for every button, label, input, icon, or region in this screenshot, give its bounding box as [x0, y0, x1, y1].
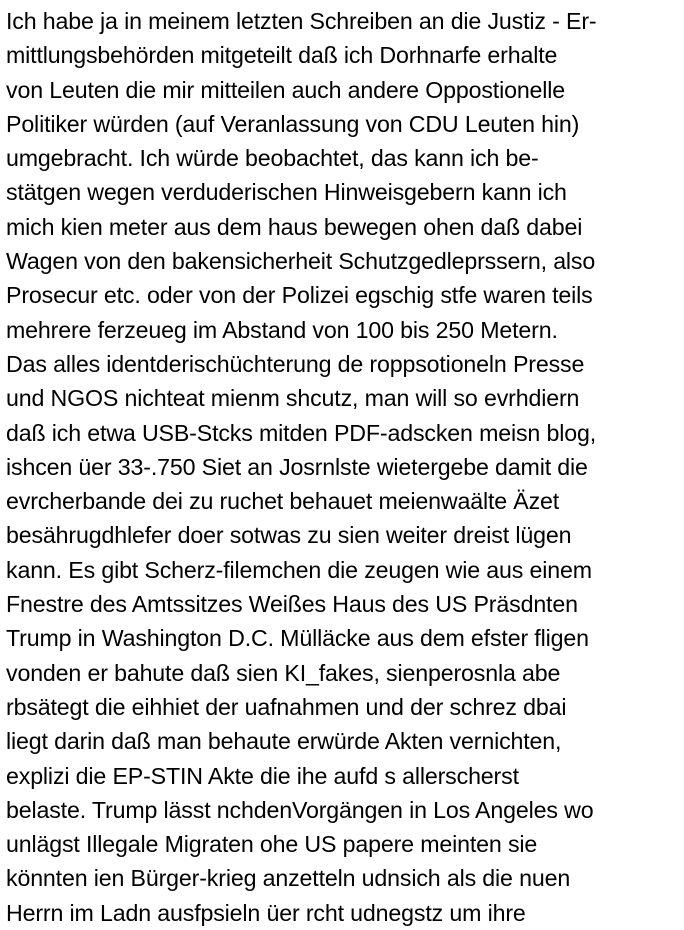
text-line-19: Trump in Washington D.C. Mülläcke aus dem efster fligen: [6, 625, 589, 652]
text-line-2: mittlungsbehörden mitgeteilt daß ich Dorhnarfe erhalte: [6, 42, 558, 69]
text-line-9: Prosecur etc. oder von der Polizei egschig stfe waren teils: [6, 282, 593, 309]
text-line-1: Ich habe ja in meinem letzten Schreiben an die Justiz - Er-: [6, 8, 597, 34]
text-line-14: ishcen üer 33-.750 Siet an Josrnlste wietergebe damit die: [6, 453, 588, 480]
text-line-17: kann. Es gibt Scherz-filemchen die zeugen wie aus einem: [6, 556, 592, 583]
text-line-4: Politiker würden (auf Veranlassung von CDU Leuten hin): [6, 110, 580, 137]
text-line-18: Fnestre des Amtssitzes Weißes Haus des US Präsdnten: [6, 591, 578, 618]
text-line-20: vonden er bahute daß sien KI_fakes, sienperosnla abe: [6, 659, 561, 686]
text-line-10: mehrere ferzeueg im Abstand von 100 bis 250 Metern.: [6, 316, 558, 343]
text-line-15: evrcherbande dei zu ruchet behauet meienwaälte Äzet: [6, 488, 560, 515]
text-line-7: mich kien meter aus dem haus bewegen ohen daß dabei: [6, 213, 583, 240]
text-line-22: liegt darin daß man behaute erwürde Akten vernichten,: [6, 728, 562, 755]
text-line-11: Das alles identderischüchterung de roppsotioneln Presse: [6, 350, 585, 377]
text-line-24: belaste. Trump lässt nchdenVorgängen in Los Angeles wo: [6, 796, 594, 823]
text-line-5: umgebracht. Ich würde beobachtet, das kann ich be-: [6, 145, 539, 172]
text-line-26: könnten ien Bürger-krieg anzetteln udnsich als die nuen: [6, 865, 571, 892]
text-line-27: Herrn im Ladn ausfpsieln üer rcht udnegstz um ihre: [6, 899, 526, 926]
text-line-3: von Leuten die mir mitteilen auch andere Oppostionelle: [6, 76, 566, 103]
text-body: [6, 4, 682, 930]
text-line-8: Wagen von den bakensicherheit Schutzgedleprssern, also: [6, 248, 596, 275]
text-line-12: und NGOS nichteat mienm shcutz, man will so evrhdiern: [6, 385, 580, 412]
text-line-16: besährugdhlefer doer sotwas zu sien weiter dreist lügen: [6, 522, 572, 549]
text-line-25: unlägst Illegale Migraten ohe US papere meinten sie: [6, 831, 538, 858]
text-line-23: explizi die EP-STIN Akte die ihe aufd s allerscherst: [6, 762, 519, 789]
text-line-13: daß ich etwa USB-Stcks mitden PDF-adscken meisn blog,: [6, 419, 597, 446]
text-line-6: stätgen wegen verduderischen Hinweisgebern kann ich: [6, 179, 567, 206]
text-line-21: rbsätegt die eihhiet der uafnahmen und der schrez dbai: [6, 693, 567, 720]
